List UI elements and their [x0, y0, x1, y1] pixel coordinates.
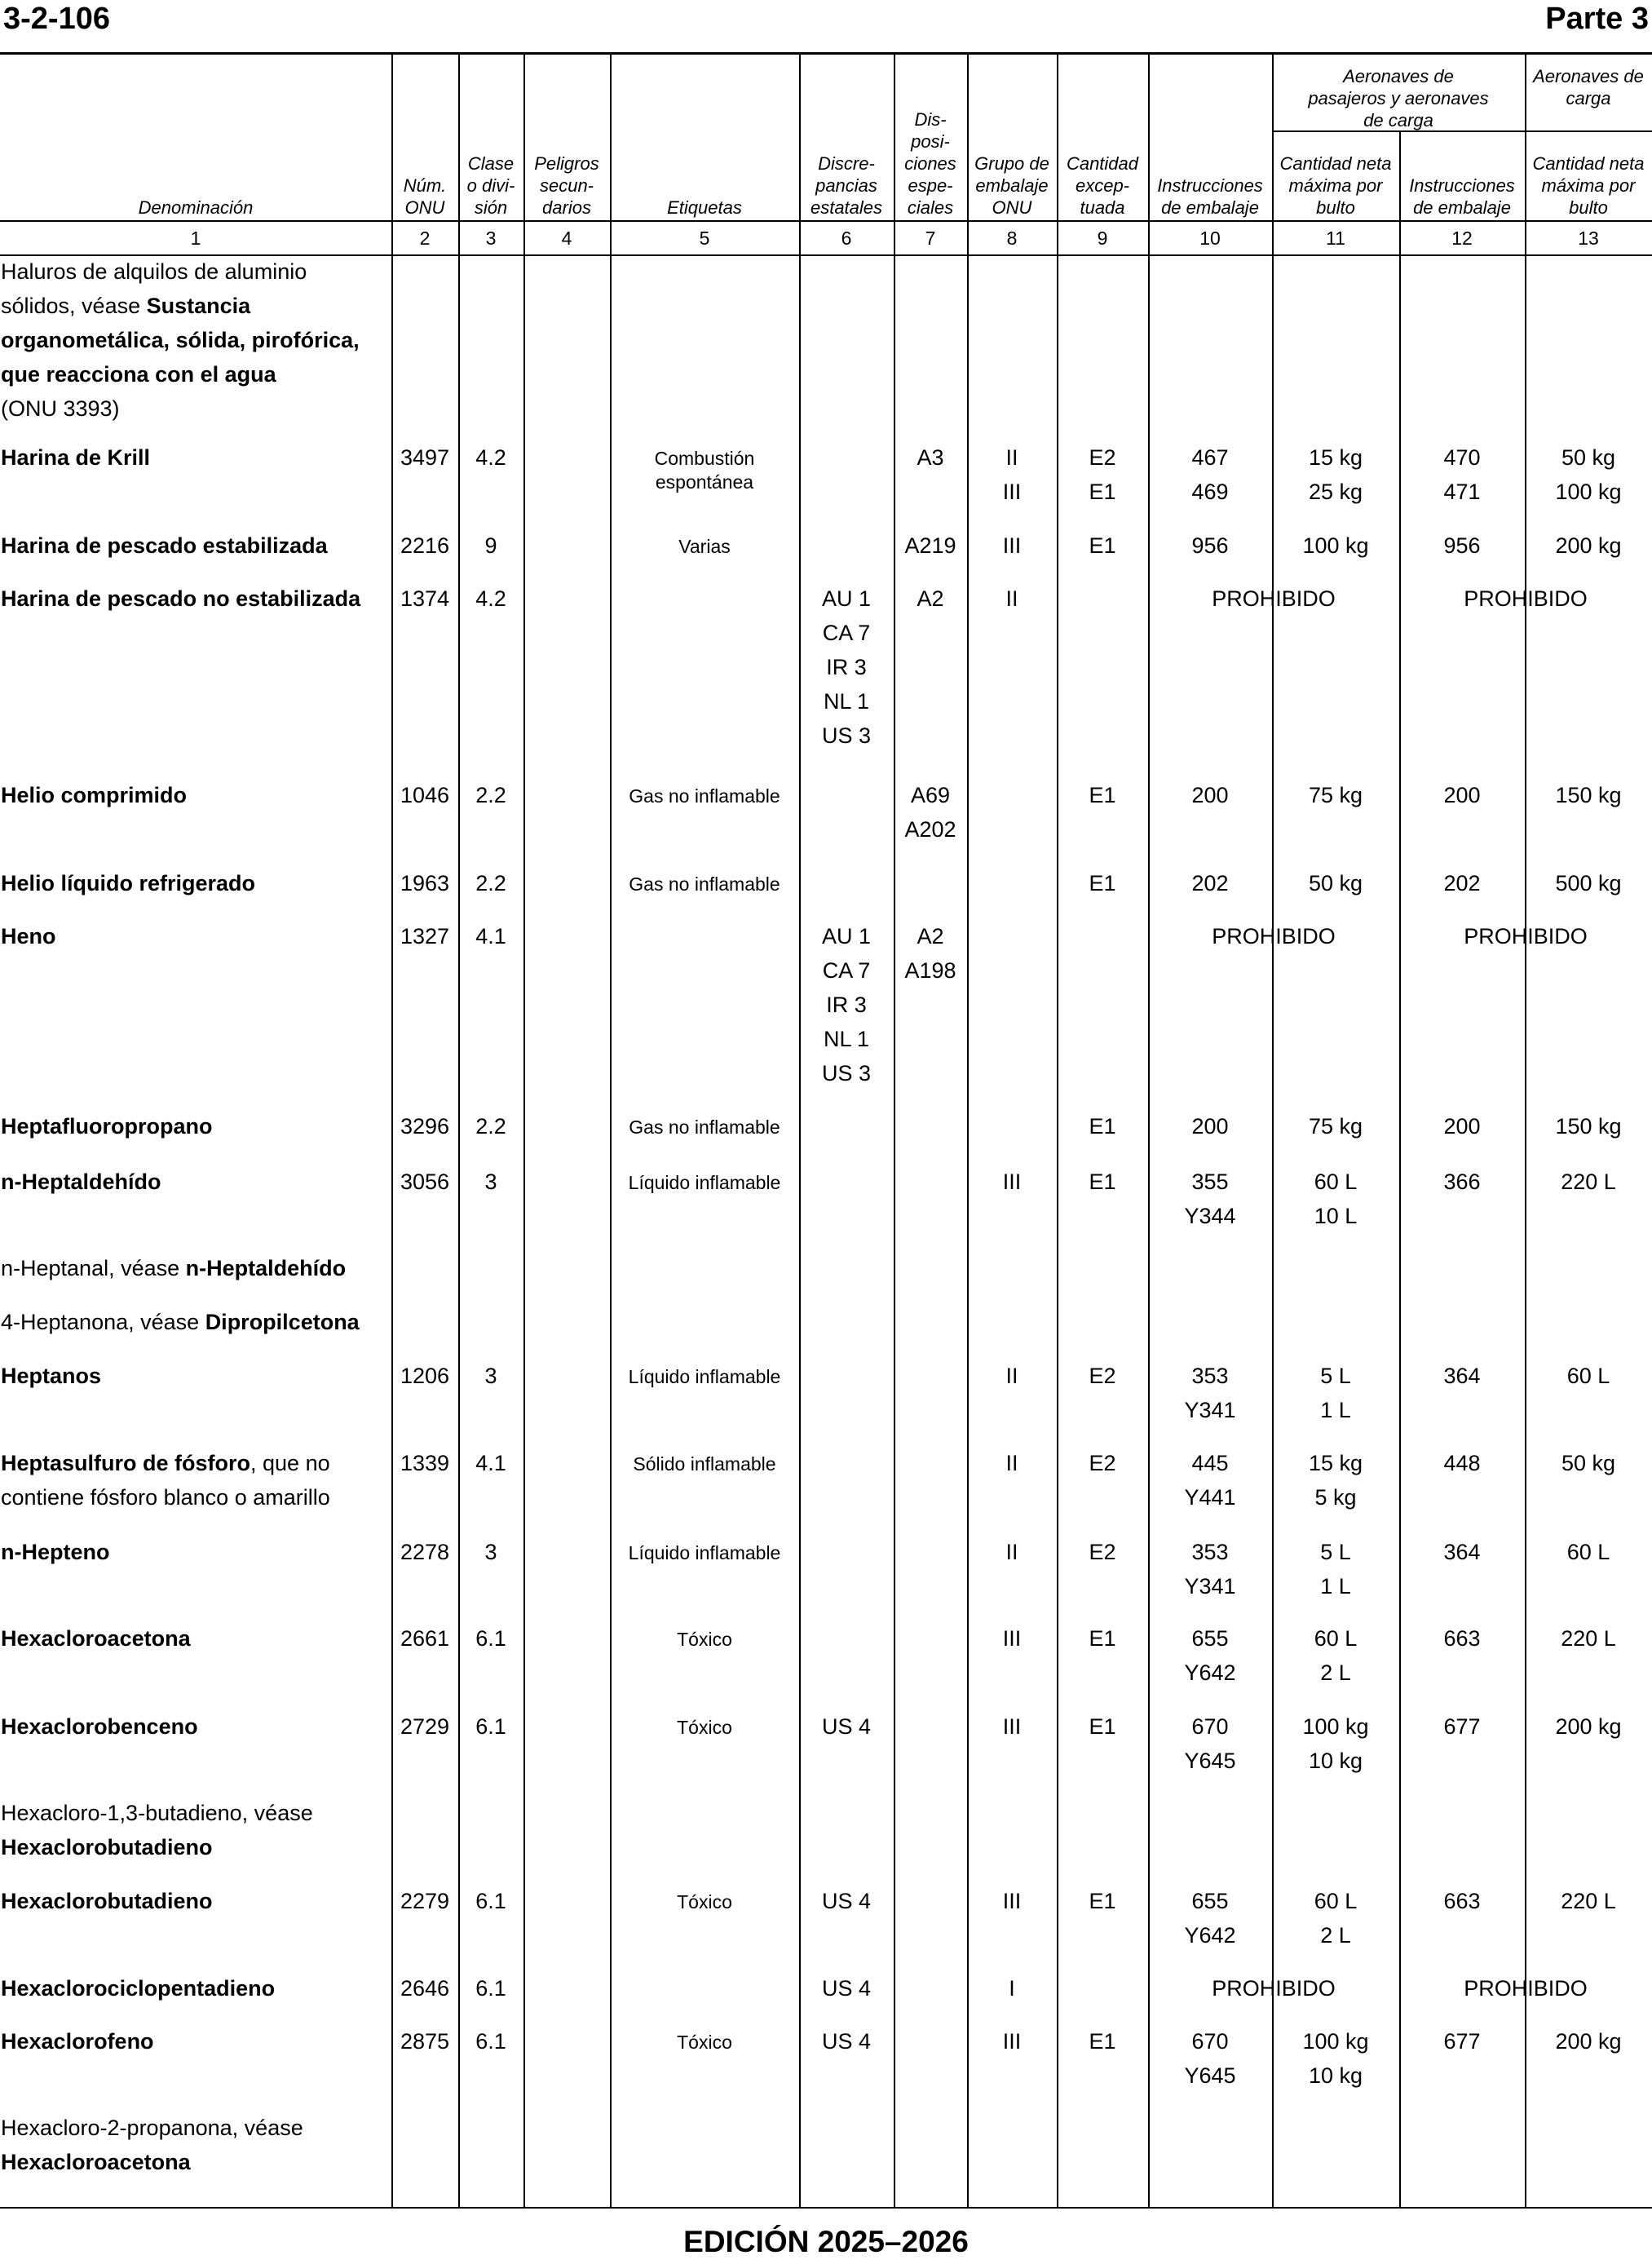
passenger-max-net-quantity: 100 kg	[1302, 2029, 1369, 2054]
packing-group: III	[1002, 1714, 1022, 1739]
entry-name	[1, 1709, 198, 1744]
passenger-packing-instruction: Y341	[1184, 1398, 1236, 1422]
column-number: 3	[485, 228, 497, 249]
column-number: 7	[925, 228, 936, 249]
entry-name	[1, 1165, 161, 1199]
excepted-quantity: E1	[1089, 2029, 1116, 2054]
un-number: 2875	[400, 2029, 450, 2054]
class-division: 3	[484, 1540, 497, 1564]
state-variation: CA 7	[822, 621, 871, 645]
state-variation: IR 3	[826, 655, 867, 679]
passenger-max-net-quantity: 5 L	[1320, 1364, 1351, 1388]
passenger-max-net-quantity: 10 kg	[1308, 2063, 1363, 2088]
class-division: 6.1	[475, 1626, 506, 1651]
un-number: 1046	[400, 783, 450, 807]
page-header	[0, 0, 1652, 52]
passenger-packing-instruction: 202	[1191, 871, 1229, 895]
passenger-max-net-quantity: 10 L	[1314, 1204, 1358, 1228]
cargo-max-net-quantity: 150 kg	[1555, 783, 1622, 807]
class-division: 2.2	[475, 1114, 506, 1139]
cargo-max-net-quantity: 50 kg	[1561, 445, 1616, 470]
hazard-label: Gas no inflamable	[629, 1117, 780, 1138]
entry-name-text: Haluros de alquilos de aluminio	[1, 259, 307, 284]
entry-name-bold: Heno	[1, 924, 56, 948]
cargo-max-net-quantity: 220 L	[1561, 1170, 1616, 1194]
special-provision: A2	[917, 586, 944, 611]
state-variation: US 4	[821, 1889, 872, 1913]
entry-name-text: sólidos, véase	[1, 294, 147, 318]
entry-name	[1, 1109, 212, 1143]
state-variation: NL 1	[823, 1027, 870, 1051]
column-number: 11	[1326, 228, 1345, 249]
passenger-max-net-quantity: 60 L	[1314, 1889, 1358, 1913]
entry-name-text: 4-Heptanona, véase	[1, 1310, 205, 1334]
entry-name	[1, 1621, 191, 1656]
passenger-max-net-quantity: 25 kg	[1308, 480, 1363, 504]
cargo-packing-instruction: 200	[1443, 1114, 1481, 1139]
cargo-packing-instruction: 366	[1443, 1170, 1481, 1194]
cargo-max-net-quantity: 220 L	[1561, 1626, 1616, 1651]
excepted-quantity: E1	[1089, 1114, 1116, 1139]
passenger-packing-instruction: 670	[1191, 2029, 1229, 2054]
part-label: Parte 3	[1545, 2, 1649, 36]
passenger-packing-instruction: Y645	[1184, 2063, 1236, 2088]
special-provision: A198	[904, 958, 956, 983]
passenger-max-net-quantity: 100 kg	[1302, 1714, 1369, 1739]
entry-name-bold: Heptasulfuro de fósforo	[1, 1451, 251, 1475]
entry-name	[1, 357, 276, 391]
excepted-quantity: E1	[1089, 1889, 1116, 1913]
cargo-prohibited: PROHIBIDO	[1464, 586, 1588, 611]
column-number: 2	[419, 228, 431, 249]
hazard-label: Tóxico	[677, 2032, 732, 2053]
packing-group: II	[1005, 1451, 1018, 1475]
entry-name	[1, 254, 307, 289]
un-number: 1339	[400, 1451, 450, 1475]
entry-name	[1, 1796, 313, 1830]
state-variation: US 4	[821, 1714, 872, 1739]
entry-name	[1, 323, 360, 357]
passenger-max-net-quantity: 100 kg	[1302, 533, 1369, 558]
passenger-max-net-quantity: 15 kg	[1308, 1451, 1363, 1475]
cargo-max-net-quantity: 50 kg	[1561, 1451, 1616, 1475]
hazard-label: Tóxico	[677, 1891, 732, 1912]
passenger-packing-instruction: Y344	[1184, 1204, 1236, 1228]
entry-name-text: , que no	[250, 1451, 330, 1475]
column-header: Discre- pancias estatales	[810, 153, 883, 218]
header-bottom-rule	[0, 220, 1652, 222]
class-division: 6.1	[475, 1976, 506, 2001]
passenger-max-net-quantity: 2 L	[1320, 1923, 1351, 1948]
entry-name	[1, 2111, 303, 2145]
entry-name	[1, 528, 328, 563]
un-number: 2661	[400, 1626, 450, 1651]
un-number: 1374	[400, 586, 450, 611]
entry-name-bold: organometálica, sólida, pirofórica,	[1, 328, 360, 352]
passenger-packing-instruction: 467	[1191, 445, 1229, 470]
column-header: Instrucciones de embalaje	[1157, 175, 1263, 218]
passenger-max-net-quantity: 2 L	[1320, 1660, 1351, 1685]
passenger-max-net-quantity: 60 L	[1314, 1170, 1358, 1194]
class-division: 6.1	[475, 1889, 506, 1913]
column-divider	[523, 54, 525, 2207]
entry-name	[1, 1446, 330, 1480]
entry-name-bold: Hexaclorobutadieno	[1, 1889, 213, 1913]
packing-group: II	[1005, 1540, 1018, 1564]
state-variation: US 3	[821, 723, 872, 748]
entry-name	[1, 1251, 346, 1285]
class-division: 3	[484, 1170, 497, 1194]
passenger-packing-instruction: 670	[1191, 1714, 1229, 1739]
passenger-packing-instruction: Y341	[1184, 1574, 1236, 1599]
class-division: 9	[484, 533, 497, 558]
excepted-quantity: E2	[1089, 1540, 1116, 1564]
excepted-quantity: E1	[1089, 871, 1116, 895]
excepted-quantity: E1	[1089, 533, 1116, 558]
entry-name-bold: Helio comprimido	[1, 783, 188, 807]
entry-name	[1, 1480, 330, 1514]
column-header: Cantidad neta máxima por bulto	[1279, 153, 1392, 218]
edition-footer: EDICIÓN 2025–2026	[683, 2225, 969, 2258]
entry-name	[1, 581, 360, 616]
special-provision: A3	[917, 445, 944, 470]
entry-name-bold: Sustancia	[146, 294, 251, 318]
entry-name-text: Hexacloro-1,3-butadieno, véase	[1, 1801, 313, 1825]
entry-name-bold: Hexaclorobenceno	[1, 1714, 198, 1739]
hazard-label: Tóxico	[677, 1629, 732, 1650]
passenger-packing-instruction: 956	[1191, 533, 1229, 558]
packing-group: III	[1002, 1170, 1022, 1194]
class-division: 4.1	[475, 1451, 506, 1475]
excepted-quantity: E1	[1089, 783, 1116, 807]
special-provision: A69	[910, 783, 951, 807]
passenger-max-net-quantity: 1 L	[1320, 1398, 1351, 1422]
cargo-packing-instruction: 956	[1443, 533, 1481, 558]
column-number: 12	[1451, 228, 1473, 249]
packing-group: III	[1002, 2029, 1022, 2054]
bottom-rule	[0, 2207, 1652, 2209]
entry-name-text: Hexacloro-2-propanona, véase	[1, 2116, 303, 2140]
cargo-max-net-quantity: 200 kg	[1555, 2029, 1622, 2054]
column-number: 9	[1097, 228, 1108, 249]
cargo-packing-instruction: 663	[1443, 1626, 1481, 1651]
passenger-prohibited: PROHIBIDO	[1212, 586, 1336, 611]
state-variation: US 4	[821, 2029, 872, 2054]
cargo-max-net-quantity: 220 L	[1561, 1889, 1616, 1913]
column-number: 6	[841, 228, 852, 249]
passenger-packing-instruction: 655	[1191, 1626, 1229, 1651]
packing-group: II	[1005, 1364, 1018, 1388]
top-rule	[0, 52, 1652, 55]
hazard-label: Sólido inflamable	[633, 1453, 776, 1475]
cargo-max-net-quantity: 500 kg	[1555, 871, 1622, 895]
un-number: 2216	[400, 533, 450, 558]
hazard-label: Líquido inflamable	[628, 1172, 781, 1193]
un-number: 3056	[400, 1170, 450, 1194]
packing-group: III	[1002, 1626, 1022, 1651]
class-division: 2.2	[475, 783, 506, 807]
state-variation: US 3	[821, 1061, 872, 1086]
column-number: 1	[190, 228, 201, 249]
passenger-packing-instruction: 200	[1191, 1114, 1229, 1139]
state-variation: IR 3	[826, 993, 867, 1017]
column-number: 8	[1006, 228, 1018, 249]
packing-group: II	[1005, 586, 1018, 611]
passenger-max-net-quantity: 10 kg	[1308, 1749, 1363, 1773]
special-provision: A219	[904, 533, 956, 558]
column-header: Clase o divi- sión	[466, 153, 515, 218]
cargo-prohibited: PROHIBIDO	[1464, 924, 1588, 948]
state-variation: AU 1	[821, 924, 872, 948]
entry-name	[1, 866, 255, 900]
column-header: Cantidad neta máxima por bulto	[1532, 153, 1645, 218]
special-provision: A2	[917, 924, 944, 948]
packing-group: II	[1005, 445, 1018, 470]
column-number: 5	[699, 228, 710, 249]
passenger-packing-instruction: Y642	[1184, 1923, 1236, 1948]
entry-name-bold: Harina de pescado estabilizada	[1, 533, 328, 558]
passenger-prohibited: PROHIBIDO	[1212, 924, 1336, 948]
entry-name	[1, 2024, 154, 2058]
un-number: 2278	[400, 1540, 450, 1564]
cargo-packing-instruction: 200	[1443, 783, 1481, 807]
entry-name	[1, 1884, 213, 1918]
column-header: Instrucciones de embalaje	[1409, 175, 1515, 218]
un-number: 2279	[400, 1889, 450, 1913]
class-division: 4.2	[475, 445, 506, 470]
column-number: 10	[1199, 228, 1221, 249]
cargo-max-net-quantity: 100 kg	[1555, 480, 1622, 504]
class-division: 4.1	[475, 924, 506, 948]
hazard-label: Tóxico	[677, 1717, 732, 1738]
passenger-packing-instruction: 355	[1191, 1170, 1229, 1194]
column-header: Dis- posi- ciones espe- ciales	[904, 109, 956, 218]
entry-name-bold: que reacciona con el agua	[1, 362, 276, 387]
passenger-max-net-quantity: 50 kg	[1308, 871, 1363, 895]
passenger-max-net-quantity: 60 L	[1314, 1626, 1358, 1651]
un-number: 3497	[400, 445, 450, 470]
hazard-label: Líquido inflamable	[628, 1542, 781, 1563]
passenger-packing-instruction: 655	[1191, 1889, 1229, 1913]
un-number: 3296	[400, 1114, 450, 1139]
state-variation: CA 7	[822, 958, 871, 983]
column-header: Cantidad excep- tuada	[1066, 153, 1139, 218]
excepted-quantity: E1	[1089, 480, 1116, 504]
hazard-label: Combustión espontánea	[654, 448, 755, 493]
entry-name-bold: Harina de Krill	[1, 445, 151, 470]
cargo-packing-instruction: 202	[1443, 871, 1481, 895]
entry-name	[1, 1359, 101, 1393]
class-division: 4.2	[475, 586, 506, 611]
entry-name	[1, 1305, 360, 1339]
passenger-packing-instruction: 469	[1191, 480, 1229, 504]
entry-name	[1, 919, 56, 953]
excepted-quantity: E1	[1089, 1170, 1116, 1194]
passenger-max-net-quantity: 1 L	[1320, 1574, 1351, 1599]
un-number: 2729	[400, 1714, 450, 1739]
passenger-packing-instruction: 353	[1191, 1540, 1229, 1564]
un-number: 1206	[400, 1364, 450, 1388]
passenger-group-header: Aeronaves de pasajeros y aeronaves de carga	[1308, 66, 1489, 130]
cargo-prohibited: PROHIBIDO	[1464, 1976, 1588, 2001]
passenger-prohibited: PROHIBIDO	[1212, 1976, 1336, 2001]
entry-name-bold: Hexacloroacetona	[1, 2150, 191, 2174]
hazard-label: Gas no inflamable	[629, 785, 780, 807]
column-divider	[894, 54, 895, 2207]
entry-name-text: (ONU 3393)	[1, 396, 120, 421]
entry-name	[1, 1971, 275, 2005]
hazard-label: Líquido inflamable	[628, 1366, 781, 1387]
entry-name-bold: Hexaclorobutadieno	[1, 1835, 213, 1859]
entry-name-text: contiene fósforo blanco o amarillo	[1, 1485, 330, 1510]
entry-name	[1, 391, 120, 426]
cargo-max-net-quantity: 60 L	[1566, 1540, 1610, 1564]
excepted-quantity: E2	[1089, 1364, 1116, 1388]
entry-name-bold: Hexaclorofeno	[1, 2029, 154, 2054]
entry-name	[1, 778, 187, 812]
entry-name	[1, 1535, 109, 1569]
entry-name-bold: Helio líquido refrigerado	[1, 871, 256, 895]
column-header: Núm. ONU	[403, 175, 447, 218]
excepted-quantity: E1	[1089, 1714, 1116, 1739]
state-variation: NL 1	[823, 689, 870, 714]
entry-name-bold: n-Hepteno	[1, 1540, 110, 1564]
entry-name-bold: n-Heptaldehído	[1, 1170, 161, 1194]
column-number: 13	[1578, 228, 1599, 249]
entry-name-bold: Harina de pescado no estabilizada	[1, 586, 361, 611]
entry-name-bold: Hexacloroacetona	[1, 1626, 191, 1651]
column-header: Denominación	[138, 197, 254, 218]
excepted-quantity: E1	[1089, 1626, 1116, 1651]
passenger-packing-instruction: 353	[1191, 1364, 1229, 1388]
cargo-group-header: Aeronaves de carga	[1533, 66, 1644, 108]
cargo-packing-instruction: 448	[1443, 1451, 1481, 1475]
class-division: 2.2	[475, 871, 506, 895]
state-variation: AU 1	[821, 586, 872, 611]
special-provision: A202	[904, 817, 956, 842]
entry-name-text: n-Heptanal, véase	[1, 1256, 186, 1280]
passenger-packing-instruction: Y441	[1184, 1485, 1236, 1510]
column-header: Etiquetas	[667, 197, 742, 218]
passenger-packing-instruction: 200	[1191, 783, 1229, 807]
cargo-max-net-quantity: 60 L	[1566, 1364, 1610, 1388]
excepted-quantity: E2	[1089, 1451, 1116, 1475]
entry-name-bold: n-Heptaldehído	[185, 1256, 347, 1280]
cargo-packing-instruction: 364	[1443, 1364, 1481, 1388]
column-number: 4	[561, 228, 572, 249]
passenger-packing-instruction: 445	[1191, 1451, 1229, 1475]
class-division: 6.1	[475, 2029, 506, 2054]
cargo-packing-instruction: 663	[1443, 1889, 1481, 1913]
hazard-label: Varias	[678, 536, 731, 557]
passenger-max-net-quantity: 15 kg	[1308, 445, 1363, 470]
passenger-max-net-quantity: 5 kg	[1314, 1485, 1357, 1510]
passenger-max-net-quantity: 5 L	[1320, 1540, 1351, 1564]
cargo-packing-instruction: 364	[1443, 1540, 1481, 1564]
entry-name	[1, 440, 150, 475]
column-header: Peligros secun- darios	[534, 153, 599, 218]
passenger-packing-instruction: Y642	[1184, 1660, 1236, 1685]
cargo-packing-instruction: 471	[1443, 480, 1481, 504]
entry-name	[1, 1830, 213, 1864]
column-header: Grupo de embalaje ONU	[974, 153, 1049, 218]
entry-name-bold: Heptanos	[1, 1364, 102, 1388]
passenger-max-net-quantity: 75 kg	[1308, 1114, 1363, 1139]
packing-group: III	[1002, 1889, 1022, 1913]
un-number: 1327	[400, 924, 450, 948]
state-variation: US 4	[821, 1976, 872, 2001]
entry-name-bold: Dipropilcetona	[205, 1310, 360, 1334]
packing-group: I	[1009, 1976, 1015, 2001]
cargo-packing-instruction: 677	[1443, 2029, 1481, 2054]
packing-group: III	[1002, 480, 1022, 504]
un-number: 1963	[400, 871, 450, 895]
cargo-max-net-quantity: 200 kg	[1555, 1714, 1622, 1739]
excepted-quantity: E2	[1089, 445, 1116, 470]
passenger-packing-instruction: Y645	[1184, 1749, 1236, 1773]
cargo-packing-instruction: 470	[1443, 445, 1481, 470]
entry-name-bold: Hexaclorociclopentadieno	[1, 1976, 276, 2001]
hazard-label: Gas no inflamable	[629, 873, 780, 895]
cargo-packing-instruction: 677	[1443, 1714, 1481, 1739]
entry-name-bold: Heptafluoropropano	[1, 1114, 213, 1139]
entry-name	[1, 2145, 191, 2179]
class-division: 6.1	[475, 1714, 506, 1739]
class-division: 3	[484, 1364, 497, 1388]
cargo-max-net-quantity: 200 kg	[1555, 533, 1622, 558]
page-number: 3-2-106	[3, 2, 110, 36]
passenger-max-net-quantity: 75 kg	[1308, 783, 1363, 807]
packing-group: III	[1002, 533, 1022, 558]
entry-name	[1, 289, 250, 323]
un-number: 2646	[400, 1976, 450, 2001]
cargo-max-net-quantity: 150 kg	[1555, 1114, 1622, 1139]
